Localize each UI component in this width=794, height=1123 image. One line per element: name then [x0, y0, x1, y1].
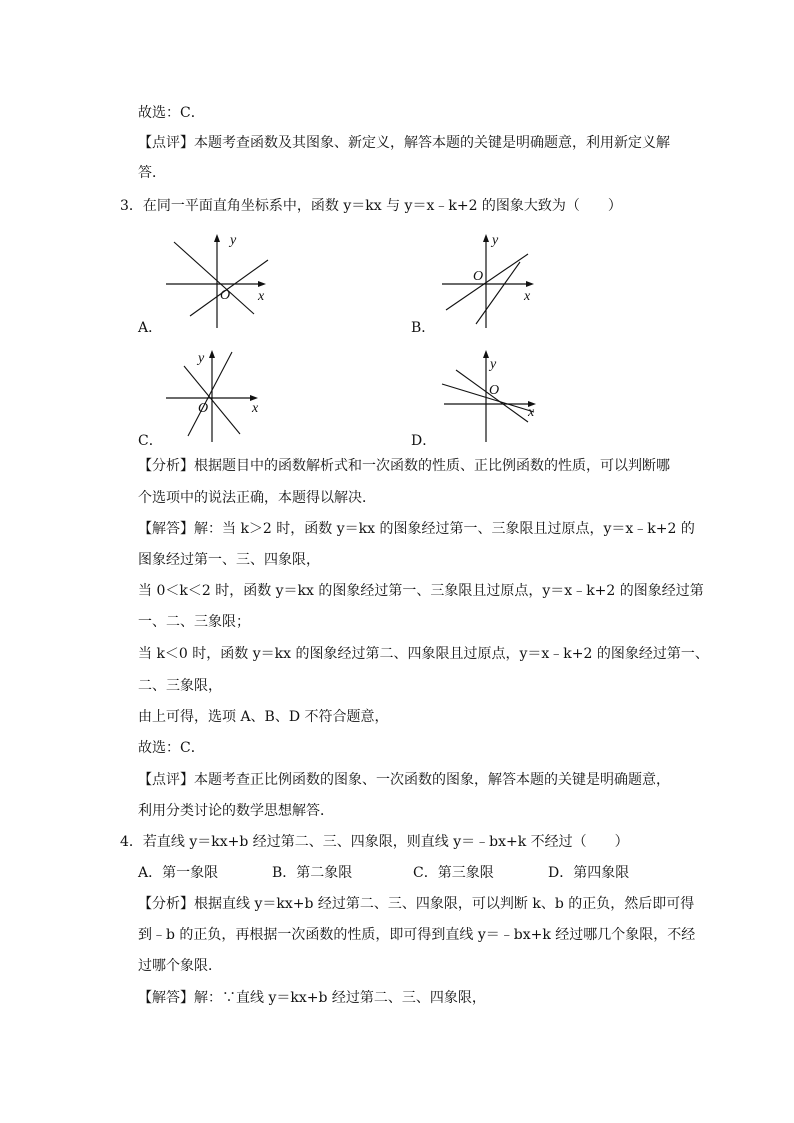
question-4: 4．若直线 y＝kx+b 经过第二、三、四象限，则直线 y＝﹣bx+k 不经过（ ）: [120, 834, 629, 850]
solution-line: 图象经过第一、三、四象限，: [138, 552, 320, 568]
option-a-label: A．: [138, 320, 163, 336]
analysis-line-cont: 个选项中的说法正确，本题得以解决．: [138, 490, 376, 506]
x-axis-label: x: [524, 289, 531, 304]
solution-line: 当 k＜0 时，函数 y＝kx 的图象经过第二、四象限且过原点，y＝x﹣k+2 的图象经过第一、: [138, 646, 709, 662]
solution-line: 一、二、三象限；: [138, 614, 250, 630]
solution-line: 【解答】解：∵直线 y＝kx+b 经过第二、三、四象限，: [138, 990, 486, 1006]
q4-option-b: B．第二象限: [272, 865, 353, 881]
comment-line: 【点评】本题考查正比例函数的图象、一次函数的图象，解答本题的关键是明确题意，: [138, 772, 670, 788]
y-axis-label: y: [490, 357, 497, 372]
comment-line: 【点评】本题考查函数及其图象、新定义，解答本题的关键是明确题意，利用新定义解: [138, 135, 670, 151]
q4-option-c: C．第三象限: [413, 865, 494, 881]
y-axis-label: y: [492, 233, 499, 248]
x-axis-label: x: [528, 405, 535, 420]
x-axis-label: x: [252, 401, 259, 416]
question-3: 3．在同一平面直角坐标系中，函数 y＝kx 与 y＝x﹣k+2 的图象大致为（ ）: [120, 198, 622, 214]
solution-line: 当 0＜k＜2 时，函数 y＝kx 的图象经过第一、三象限且过原点，y＝x﹣k+2 的图象经过第: [138, 583, 704, 599]
graph-a: [160, 232, 280, 330]
solution-line: 故选：C．: [138, 740, 205, 756]
origin-label: O: [489, 383, 500, 398]
comment-line-cont: 答．: [138, 165, 166, 181]
comment-line-cont: 利用分类讨论的数学思想解答．: [138, 803, 334, 819]
graph-c: [160, 346, 280, 444]
analysis-line-cont: 过哪个象限．: [138, 958, 222, 974]
origin-label: O: [473, 269, 484, 284]
solution-line: 二、三象限，: [138, 678, 222, 694]
solution-line: 由上可得，选项 A、B、D 不符合题意，: [138, 709, 389, 725]
y-axis-label: y: [230, 233, 237, 248]
y-axis-label: y: [198, 351, 205, 366]
option-b-label: B．: [411, 320, 436, 336]
solution-line: 【解答】解：当 k＞2 时，函数 y＝kx 的图象经过第一、三象限且过原点，y＝x﹣k+2 的: [138, 521, 695, 537]
answer-line: 故选：C．: [138, 105, 205, 121]
option-c-label: C．: [138, 433, 163, 449]
graph-b: [436, 232, 556, 330]
origin-label: O: [198, 401, 209, 416]
origin-label: O: [220, 288, 231, 303]
x-axis-label: x: [258, 289, 265, 304]
analysis-line: 【分析】根据直线 y＝kx+b 经过第二、三、四象限，可以判断 k、b 的正负，然后即可得: [138, 896, 695, 912]
option-d-label: D．: [411, 433, 437, 449]
q4-option-d: D．第四象限: [548, 865, 630, 881]
analysis-line: 到﹣b 的正负，再根据一次函数的性质，即可得到直线 y＝﹣bx+k 经过哪几个象限，不经: [138, 927, 696, 943]
analysis-line: 【分析】根据题目中的函数解析式和一次函数的性质、正比例函数的性质，可以判断哪: [138, 458, 670, 474]
graph-d: [436, 346, 556, 444]
q4-option-a: A．第一象限: [138, 865, 219, 881]
